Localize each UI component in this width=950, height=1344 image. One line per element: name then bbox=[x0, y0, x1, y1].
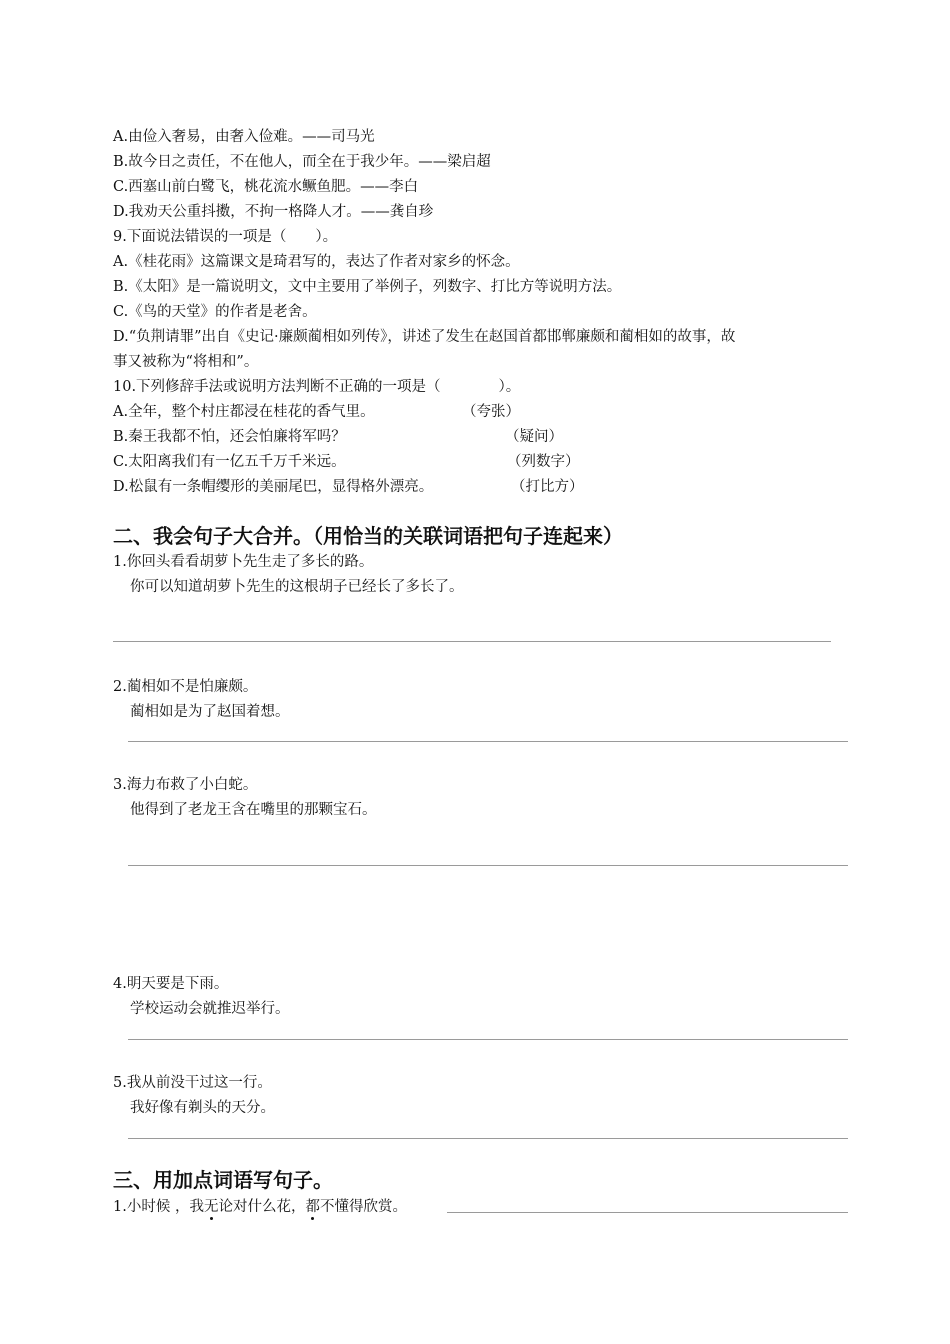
s3-q1-answer-line[interactable] bbox=[447, 1212, 848, 1213]
q9-option-c: C.《鸟的天堂》的作者是老舍。 bbox=[113, 304, 317, 320]
q10-option-a-tag: （夸张） bbox=[462, 404, 520, 420]
q8-option-d: D.我劝天公重抖擞，不拘一格降人才。——龚自珍 bbox=[113, 204, 434, 220]
q10-option-b: B.秦王我都不怕，还会怕廉将军吗？ bbox=[113, 429, 346, 445]
s2-q1-answer-line[interactable] bbox=[113, 641, 831, 642]
q8-option-a: A.由俭入奢易，由奢入俭难。——司马光 bbox=[113, 129, 375, 145]
section3-title: 三、用加点词语写句子。 bbox=[113, 1168, 333, 1192]
section2-title: 二、我会句子大合并。（用恰当的关联词语把句子连起来） bbox=[113, 524, 623, 548]
dotted-word-char-1: 无 bbox=[203, 1199, 219, 1215]
s3-q1-prefix: 1.小时候 ，我 bbox=[113, 1199, 204, 1215]
q10-option-c-tag: （列数字） bbox=[507, 454, 580, 470]
s2-q4-sentence-b: 学校运动会就推迟举行。 bbox=[130, 1001, 290, 1017]
q10-option-a: A.全年，整个村庄都浸在桂花的香气里。 bbox=[113, 404, 375, 420]
s2-q3-sentence-b: 他得到了老龙王含在嘴里的那颗宝石。 bbox=[130, 802, 377, 818]
s3-q1-sentence bbox=[113, 1197, 407, 1217]
s2-q2-sentence-b: 蔺相如是为了赵国着想。 bbox=[130, 704, 290, 720]
q9-option-d: D.“负荆请罪”出自《史记·廉颇蔺相如列传》，讲述了发生在赵国首都邯郸廉颇和蔺相如的故事，故 bbox=[113, 329, 736, 345]
q10-option-b-tag: （疑问） bbox=[505, 429, 563, 445]
s2-q3-sentence-a: 3.海力布救了小白蛇。 bbox=[113, 777, 258, 793]
q10-option-d-tag: （打比方） bbox=[511, 479, 584, 495]
s2-q4-sentence-a: 4.明天要是下雨。 bbox=[113, 976, 229, 992]
q9-option-d-continued: 事又被称为“将相和”。 bbox=[113, 354, 259, 370]
s2-q1-sentence-b: 你可以知道胡萝卜先生的这根胡子已经长了多长了。 bbox=[130, 579, 464, 595]
q8-option-b: B.故今日之责任，不在他人，而全在于我少年。——梁启超 bbox=[113, 154, 491, 170]
q10-option-d: D.松鼠有一条帽缨形的美丽尾巴，显得格外漂亮。 bbox=[113, 479, 434, 495]
s2-q2-sentence-a: 2.蔺相如不是怕廉颇。 bbox=[113, 679, 258, 695]
s2-q1-sentence-a: 1.你回头看看胡萝卜先生走了多长的路。 bbox=[113, 554, 374, 570]
s2-q5-answer-line[interactable] bbox=[128, 1138, 848, 1139]
q9-stem: 9.下面说法错误的一项是（ ）。 bbox=[113, 229, 338, 245]
q9-option-b: B.《太阳》是一篇说明文，文中主要用了举例子，列数字、打比方等说明方法。 bbox=[113, 279, 622, 295]
dotted-word-char-2: 都 bbox=[305, 1199, 320, 1215]
q8-option-c: C.西塞山前白鹭飞，桃花流水鳜鱼肥。——李白 bbox=[113, 179, 419, 195]
s2-q5-sentence-b: 我好像有剃头的天分。 bbox=[130, 1100, 275, 1116]
s2-q2-answer-line[interactable] bbox=[128, 741, 848, 742]
s3-q1-suffix: 不懂得欣赏。 bbox=[319, 1199, 407, 1215]
s2-q4-answer-line[interactable] bbox=[128, 1039, 848, 1040]
q10-stem: 10.下列修辞手法或说明方法判断不正确的一项是（ ）。 bbox=[113, 379, 521, 395]
s2-q5-sentence-a: 5.我从前没干过这一行。 bbox=[113, 1075, 272, 1091]
s2-q3-answer-line[interactable] bbox=[128, 865, 848, 866]
s3-q1-mid2: 对什么花， bbox=[232, 1199, 306, 1215]
s3-q1-mid1: 论 bbox=[218, 1199, 233, 1215]
q10-option-c: C.太阳离我们有一亿五千万千米远。 bbox=[113, 454, 346, 470]
q9-option-a: A.《桂花雨》这篇课文是琦君写的，表达了作者对家乡的怀念。 bbox=[113, 254, 520, 270]
